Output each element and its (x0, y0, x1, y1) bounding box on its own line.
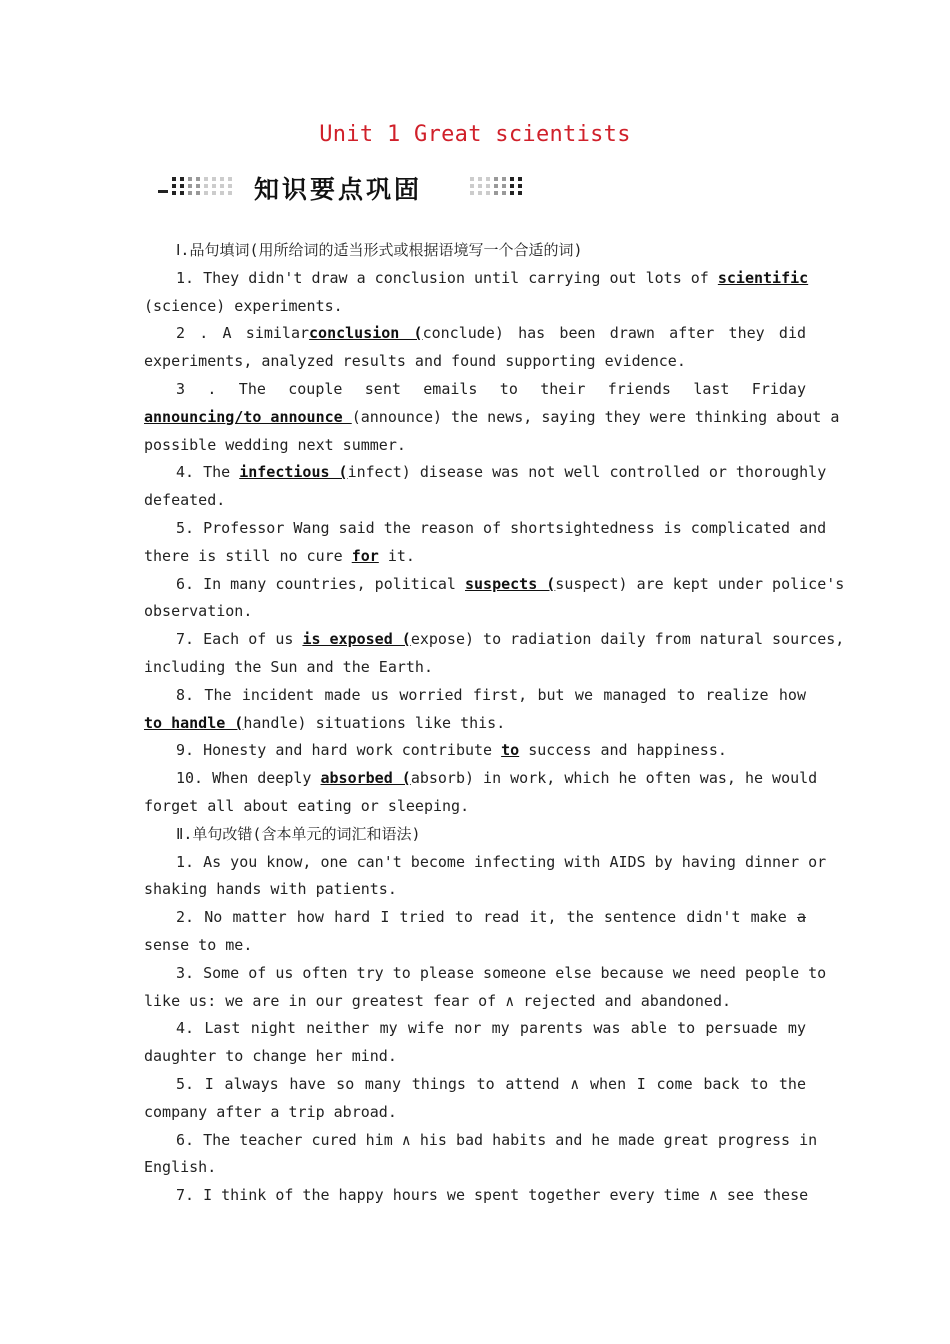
list-item: 10. When deeply absorbed (absorb) in work, which he often was, he would (176, 769, 818, 788)
banner-left-decoration (154, 176, 254, 196)
page-title: Unit 1 Great scientists (319, 122, 631, 147)
section-2-heading: Ⅱ.单句改错(含本单元的词汇和语法) (176, 824, 421, 843)
exercise-content (144, 237, 845, 1210)
list-item-continued: daughter to change her mind. (144, 1047, 397, 1066)
answer-text: infectious ( (239, 463, 348, 482)
list-item-continued: possible wedding next summer. (144, 435, 406, 454)
list-item: 1. They didn't draw a conclusion until carrying out lots of scientific (176, 268, 809, 287)
list-item-continued: including the Sun and the Earth. (144, 657, 433, 676)
list-item: 4. Last night neither my wife nor my parents was able to persuade my (176, 1019, 806, 1038)
list-item: 2 . A similarconclusion (conclude) has been drawn after they did (176, 324, 807, 343)
list-item: 5. Professor Wang said the reason of shortsightedness is complicated and (176, 518, 827, 537)
answer-text: is exposed ( (302, 630, 411, 649)
list-item: 1. As you know, one can't become infecting with AIDS by having dinner or (176, 852, 827, 871)
list-item: 6. The teacher cured him ∧ his bad habits and he made great progress in (176, 1130, 818, 1149)
answer-text: announcing/to announce (144, 407, 352, 426)
answer-text: to (501, 741, 520, 760)
answer-text: to handle ( (144, 713, 244, 732)
list-item-continued: forget all about eating or sleeping. (144, 796, 470, 815)
answer-text: absorbed ( (320, 769, 411, 788)
list-item: 3. Some of us often try to please someone else because we need people to (176, 963, 827, 982)
list-item: 8. The incident made us worried first, but we managed to realize how (176, 685, 806, 704)
list-item-continued: sense to me. (144, 935, 253, 954)
banner-right-decoration (468, 176, 548, 196)
list-item: 3 . The couple sent emails to their friends last Friday (176, 379, 806, 398)
list-item-continued: announcing/to announce (announce) the news, saying they were thinking about a (144, 407, 840, 426)
list-item-continued: to handle (handle) situations like this. (144, 713, 506, 732)
list-item-continued: defeated. (144, 491, 226, 510)
list-item: 7. I think of the happy hours we spent together every time ∧ see these (176, 1186, 809, 1205)
list-item-continued: (science) experiments. (144, 296, 343, 315)
list-item: 4. The infectious (infect) disease was not well controlled or thoroughly (176, 463, 827, 482)
answer-text: conclusion ( (309, 324, 423, 343)
list-item: 6. In many countries, political suspects (suspect) are kept under police's (176, 574, 845, 593)
answer-text: scientific (717, 268, 809, 287)
section-1-heading: Ⅰ.品句填词(用所给词的适当形式或根据语境写一个合适的词) (176, 241, 583, 259)
list-item-continued: shaking hands with patients. (144, 880, 397, 899)
list-item-continued: English. (144, 1158, 217, 1177)
list-item-continued: company after a trip abroad. (144, 1102, 397, 1121)
answer-text: suspects ( (464, 574, 556, 593)
list-item: 2. No matter how hard I tried to read it, the sentence didn't make a (176, 908, 806, 927)
strikethrough-word: a (796, 908, 806, 927)
list-item-continued: there is still no cure for it. (144, 546, 415, 565)
list-item-continued: like us: we are in our greatest fear of ∧ rejected and abandoned. (144, 991, 731, 1010)
list-item-continued: observation. (144, 602, 253, 621)
answer-text: for (351, 546, 379, 565)
section-banner (150, 168, 550, 202)
list-item-continued: experiments, analyzed results and found supporting evidence. (144, 352, 686, 371)
banner-heading: 知识要点巩固 (254, 175, 423, 204)
list-item: 9. Honesty and hard work contribute to success and happiness. (176, 741, 727, 760)
list-item: 5. I always have so many things to attend ∧ when I come back to the (176, 1074, 806, 1093)
list-item: 7. Each of us is exposed (expose) to radiation daily from natural sources, (176, 630, 845, 649)
